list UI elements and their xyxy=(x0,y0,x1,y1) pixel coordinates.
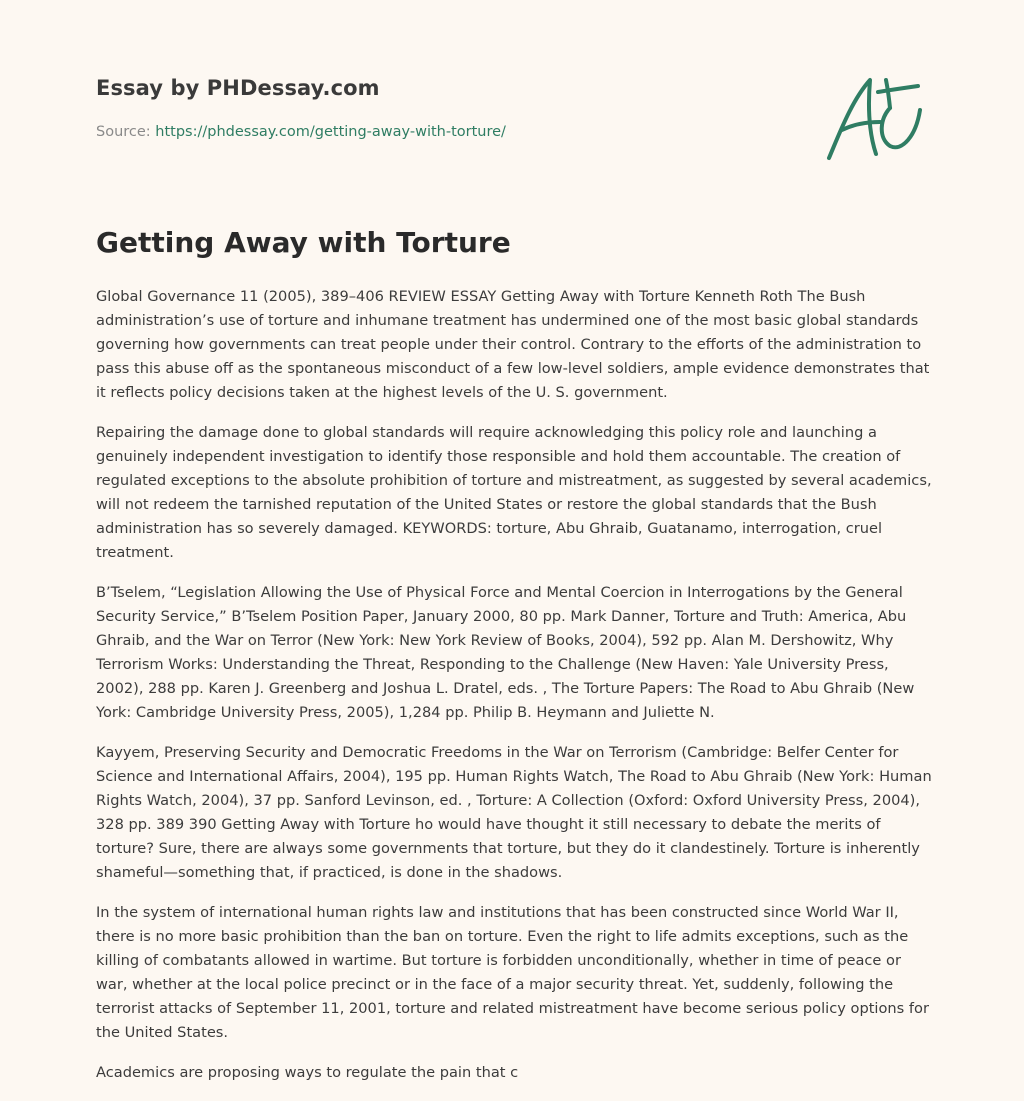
source-line xyxy=(96,124,506,140)
essay-paragraph: Academics are proposing ways to regulate the pain that c xyxy=(96,1064,519,1081)
essay-paragraph: Repairing the damage done to global standards will require acknowledging this policy role and launching a genuinely independent investigation to identify those responsible and hold them accountable. The creation of regulated exceptions to the absolute prohibition of torture and mistreatment, as suggested by several academics, will not redeem the tarnished reputation of the United States or restore the global standards that the Bush administration has so severely damaged. KEYWORDS: torture, Abu Ghraib, Guatanamo, interrogation, cruel treatment. xyxy=(96,424,932,561)
source-label: Source: xyxy=(96,124,156,140)
site-brand: Essay by PHDessay.com xyxy=(96,76,380,100)
source-link[interactable]: https://phdessay.com/getting-away-with-torture/ xyxy=(155,124,506,140)
essay-paragraph: In the system of international human rights law and institutions that has been constructed since World War II, there is no more basic prohibition than the ban on torture. Even the right to life admits exceptions, such as the killing of combatants allowed in wartime. But torture is forbidden unconditionally, whether in time of peace or war, whether at the local police precinct or in the face of a major security threat. Yet, suddenly, following the terrorist attacks of September 11, 2001, torture and related mistreatment have become serious policy options for the United States. xyxy=(96,904,929,1041)
a-plus-logo-icon xyxy=(818,64,930,168)
essay-paragraph: Kayyem, Preserving Security and Democratic Freedoms in the War on Terrorism (Cambridge: Belfer Center for Science and International Affairs, 2004), 195 pp. Human Rights Watch, The Road to Abu Ghraib (New York: Human Rights Watch, 2004), 37 pp. Sanford Levinson, ed. , Torture: A Collection (Oxford: Oxford University Press, 2004), 328 pp. 389 390 Getting Away with Torture ho would have thought it still necessary to debate the merits of torture? Sure, there are always some governments that torture, but they do it clandestinely. Torture is inherently shameful—something that, if practiced, is done in the shadows. xyxy=(96,744,932,881)
essay-paragraph: Global Governance 11 (2005), 389–406 REVIEW ESSAY Getting Away with Torture Kenneth Roth The Bush administration’s use of torture and inhumane treatment has undermined one of the most basic global standards governing how governments can treat people under their control. Contrary to the efforts of the administration to pass this abuse off as the spontaneous misconduct of a few low-level soldiers, ample evidence demonstrates that it reflects policy decisions taken at the highest levels of the U. S. government. xyxy=(96,288,930,401)
essay-title: Getting Away with Torture xyxy=(96,226,511,259)
essay-paragraph: B’Tselem, “Legislation Allowing the Use of Physical Force and Mental Coercion in Interrogations by the General Security Service,” B’Tselem Position Paper, January 2000, 80 pp. Mark Danner, Torture and Truth: America, Abu Ghraib, and the War on Terror (New York: New York Review of Books, 2004), 592 pp. Alan M. Dershowitz, Why Terrorism Works: Understanding the Threat, Responding to the Challenge (New Haven: Yale University Press, 2002), 288 pp. Karen J. Greenberg and Joshua L. Dratel, eds. , The Torture Papers: The Road to Abu Ghraib (New York: Cambridge University Press, 2005), 1,284 pp. Philip B. Heymann and Juliette N. xyxy=(96,584,915,721)
essay-body xyxy=(96,285,932,1101)
